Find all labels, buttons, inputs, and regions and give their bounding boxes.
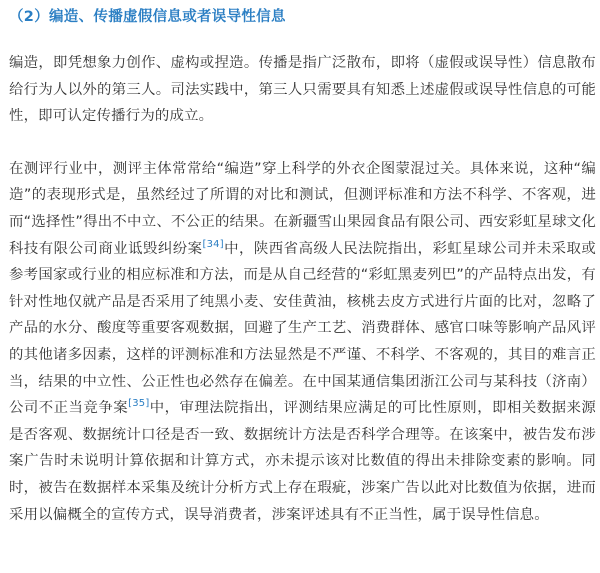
paragraph-evaluation-text-1: 在测评行业中，测评主体常常给“编造”穿上科学的外衣企图蒙混过关。具体来说，这种“编造”的表现形式是，虽然经过了所谓的对比和测试，但测评标准和方法不科学、不客观，进而“选择性”得出不中立、不公正的结果。在新疆雪山果园食品有限公司、西安彩虹星球文化科技有限公司商业诋毁纠纷案 <box>9 160 596 257</box>
paragraph-evaluation-text-3: 中，审理法院指出，评测结果应满足的可比性原则，即相关数据来源是否客观、数据统计口径是否一致、数据统计方法是否科学合理等。在该案中，被告发布涉案广告时未说明计算依据和计算方式，亦未提示该对比数值的得出未排除变素的影响。同时，被告在数据样本采集及统计分析方式上存在瑕疵，涉案广告以此对比数值为依据，进而采用以偏概全的宣传方式，误导消费者，涉案评述具有不正当性，属于误导性信息。 <box>9 400 596 523</box>
section-heading: （2）编造、传播虚假信息或者误导性信息 <box>9 9 286 25</box>
paragraph-evaluation-industry <box>9 156 596 528</box>
footnote-ref-35[interactable]: [35] <box>128 398 150 410</box>
paragraph-definition: 编造，即凭想象力创作、虚构或捏造。传播是指广泛散布，即将（虚假或误导性）信息散布给行为人以外的第三人。司法实践中，第三人只需要具有知悉上述虚假或误导性信息的可能性，即可认定传播行为的成立。 <box>9 55 596 125</box>
footnote-ref-34[interactable]: [34] <box>202 238 224 250</box>
paragraph-evaluation-text-2: 中，陕西省高级人民法院指出，彩虹星球公司并未采取或参考国家或行业的相应标准和方法，而是从自己经营的“彩虹黑麦列巴”的产品特点出发，有针对性地仅就产品是否采用了纯黑小麦、安佳黄油，核桃去皮方式进行片面的比对，忽略了产品的水分、酸度等重要客观数据，回避了生产工艺、消费群体、感官口味等影响产品风评的其他诸多因素，这样的评测标准和方法显然是不严谨、不科学、不客观的，其目的难言正当，结果的中立性、公正性也必然存在偏差。在中国某通信集团浙江公司与某科技（济南）公司不正当竞争案 <box>9 240 596 417</box>
